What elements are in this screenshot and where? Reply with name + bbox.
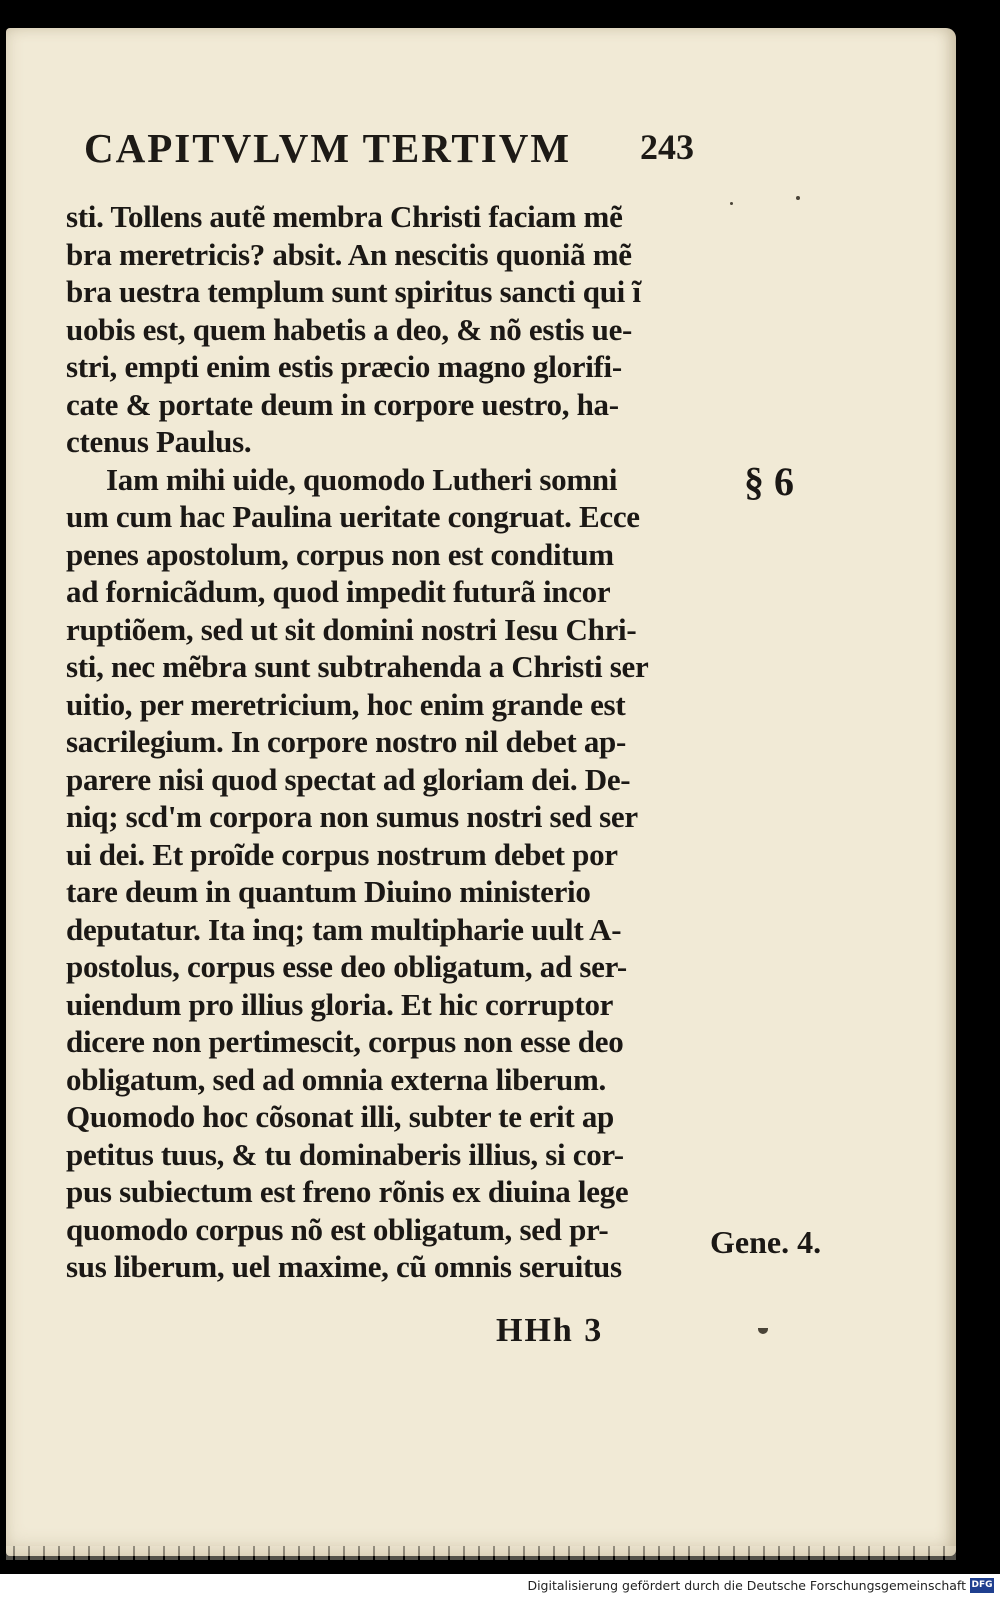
ink-speck — [730, 202, 733, 205]
text-line: deputatur. Ita inq; tam multipharie uult A- — [66, 911, 622, 947]
text-line: niq; scd'm corpora non sumus nostri sed ser — [66, 799, 638, 834]
text-line: ruptiõem, sed ut sit domini nostri Iesu Chri- — [66, 611, 637, 647]
text-line: uitio, per meretricium, hoc enim grande est — [66, 686, 626, 722]
page-header — [80, 116, 720, 176]
text-line: Quomodo hoc cõsonat illi, subter te erit ap — [66, 1099, 614, 1134]
text-line: obligatum, sed ad omnia externa liberum. — [66, 1061, 606, 1097]
text-line: uobis est, quem habetis a deo, & nõ estis ue- — [66, 311, 633, 347]
text-line: ui dei. Et proĩde corpus nostrum debet por — [66, 836, 618, 872]
book-page — [6, 28, 956, 1556]
text-line: bra meretricis? absit. An nescitis quoniã mẽ — [66, 236, 632, 272]
text-line: stri, empti enim estis præcio magno glorifi- — [66, 349, 622, 384]
text-line: sacrilegium. In corpore nostro nil debet ap- — [66, 724, 626, 759]
ink-speck — [796, 196, 800, 200]
text-line: ctenus Paulus. — [66, 424, 252, 459]
paragraph-start-line: Iam mihi uide, quomodo Lutheri somni — [106, 461, 618, 497]
text-line: bra uestra templum sunt spiritus sancti qui ĩ — [66, 274, 641, 309]
dfg-logo: DFG — [970, 1578, 994, 1593]
page-edge — [6, 1546, 956, 1560]
page-number: 243 — [640, 127, 694, 167]
text-line: pus subiectum est freno rõnis ex diuina lege — [66, 1174, 629, 1209]
text-line: uiendum pro illius gloria. Et hic corruptor — [66, 986, 614, 1022]
text-line: postolus, corpus esse deo obligatum, ad ser- — [66, 949, 627, 984]
body-text — [66, 198, 706, 1286]
text-line: ad fornicãdum, quod impedit futurã incor — [66, 574, 611, 609]
text-line: sti. Tollens autẽ membra Christi faciam mẽ — [66, 199, 623, 234]
ink-speck — [758, 1328, 768, 1334]
funding-credit: Digitalisierung gefördert durch die Deutsche Forschungsgemeinschaft — [527, 1578, 966, 1593]
text-line: parere nisi quod spectat ad gloriam dei. De- — [66, 761, 631, 797]
footer-bar — [0, 1574, 1000, 1598]
text-line: cate & portate deum in corpore uestro, ha- — [66, 386, 619, 422]
text-line: quomodo corpus nõ est obligatum, sed pr- — [66, 1211, 609, 1247]
text-line: um cum hac Paulina ueritate congruat. Ecce — [66, 499, 640, 534]
text-line: petitus tuus, & tu dominaberis illius, si cor- — [66, 1136, 624, 1172]
text-line: sus liberum, uel maxime, cũ omnis seruitus — [66, 1249, 622, 1284]
signature-mark: HHh 3 — [496, 1312, 604, 1349]
margin-section-mark: § 6 — [744, 459, 794, 504]
running-title: CAPITVLVM TERTIVM — [84, 125, 572, 171]
text-line: sti, nec mẽbra sunt subtrahenda a Christi ser — [66, 649, 649, 684]
margin-reference-genesis: Gene. 4. — [710, 1224, 822, 1260]
text-line: tare deum in quantum Diuino ministerio — [66, 874, 591, 909]
text-line: dicere non pertimescit, corpus non esse deo — [66, 1024, 624, 1059]
text-line: penes apostolum, corpus non est conditum — [66, 536, 614, 572]
